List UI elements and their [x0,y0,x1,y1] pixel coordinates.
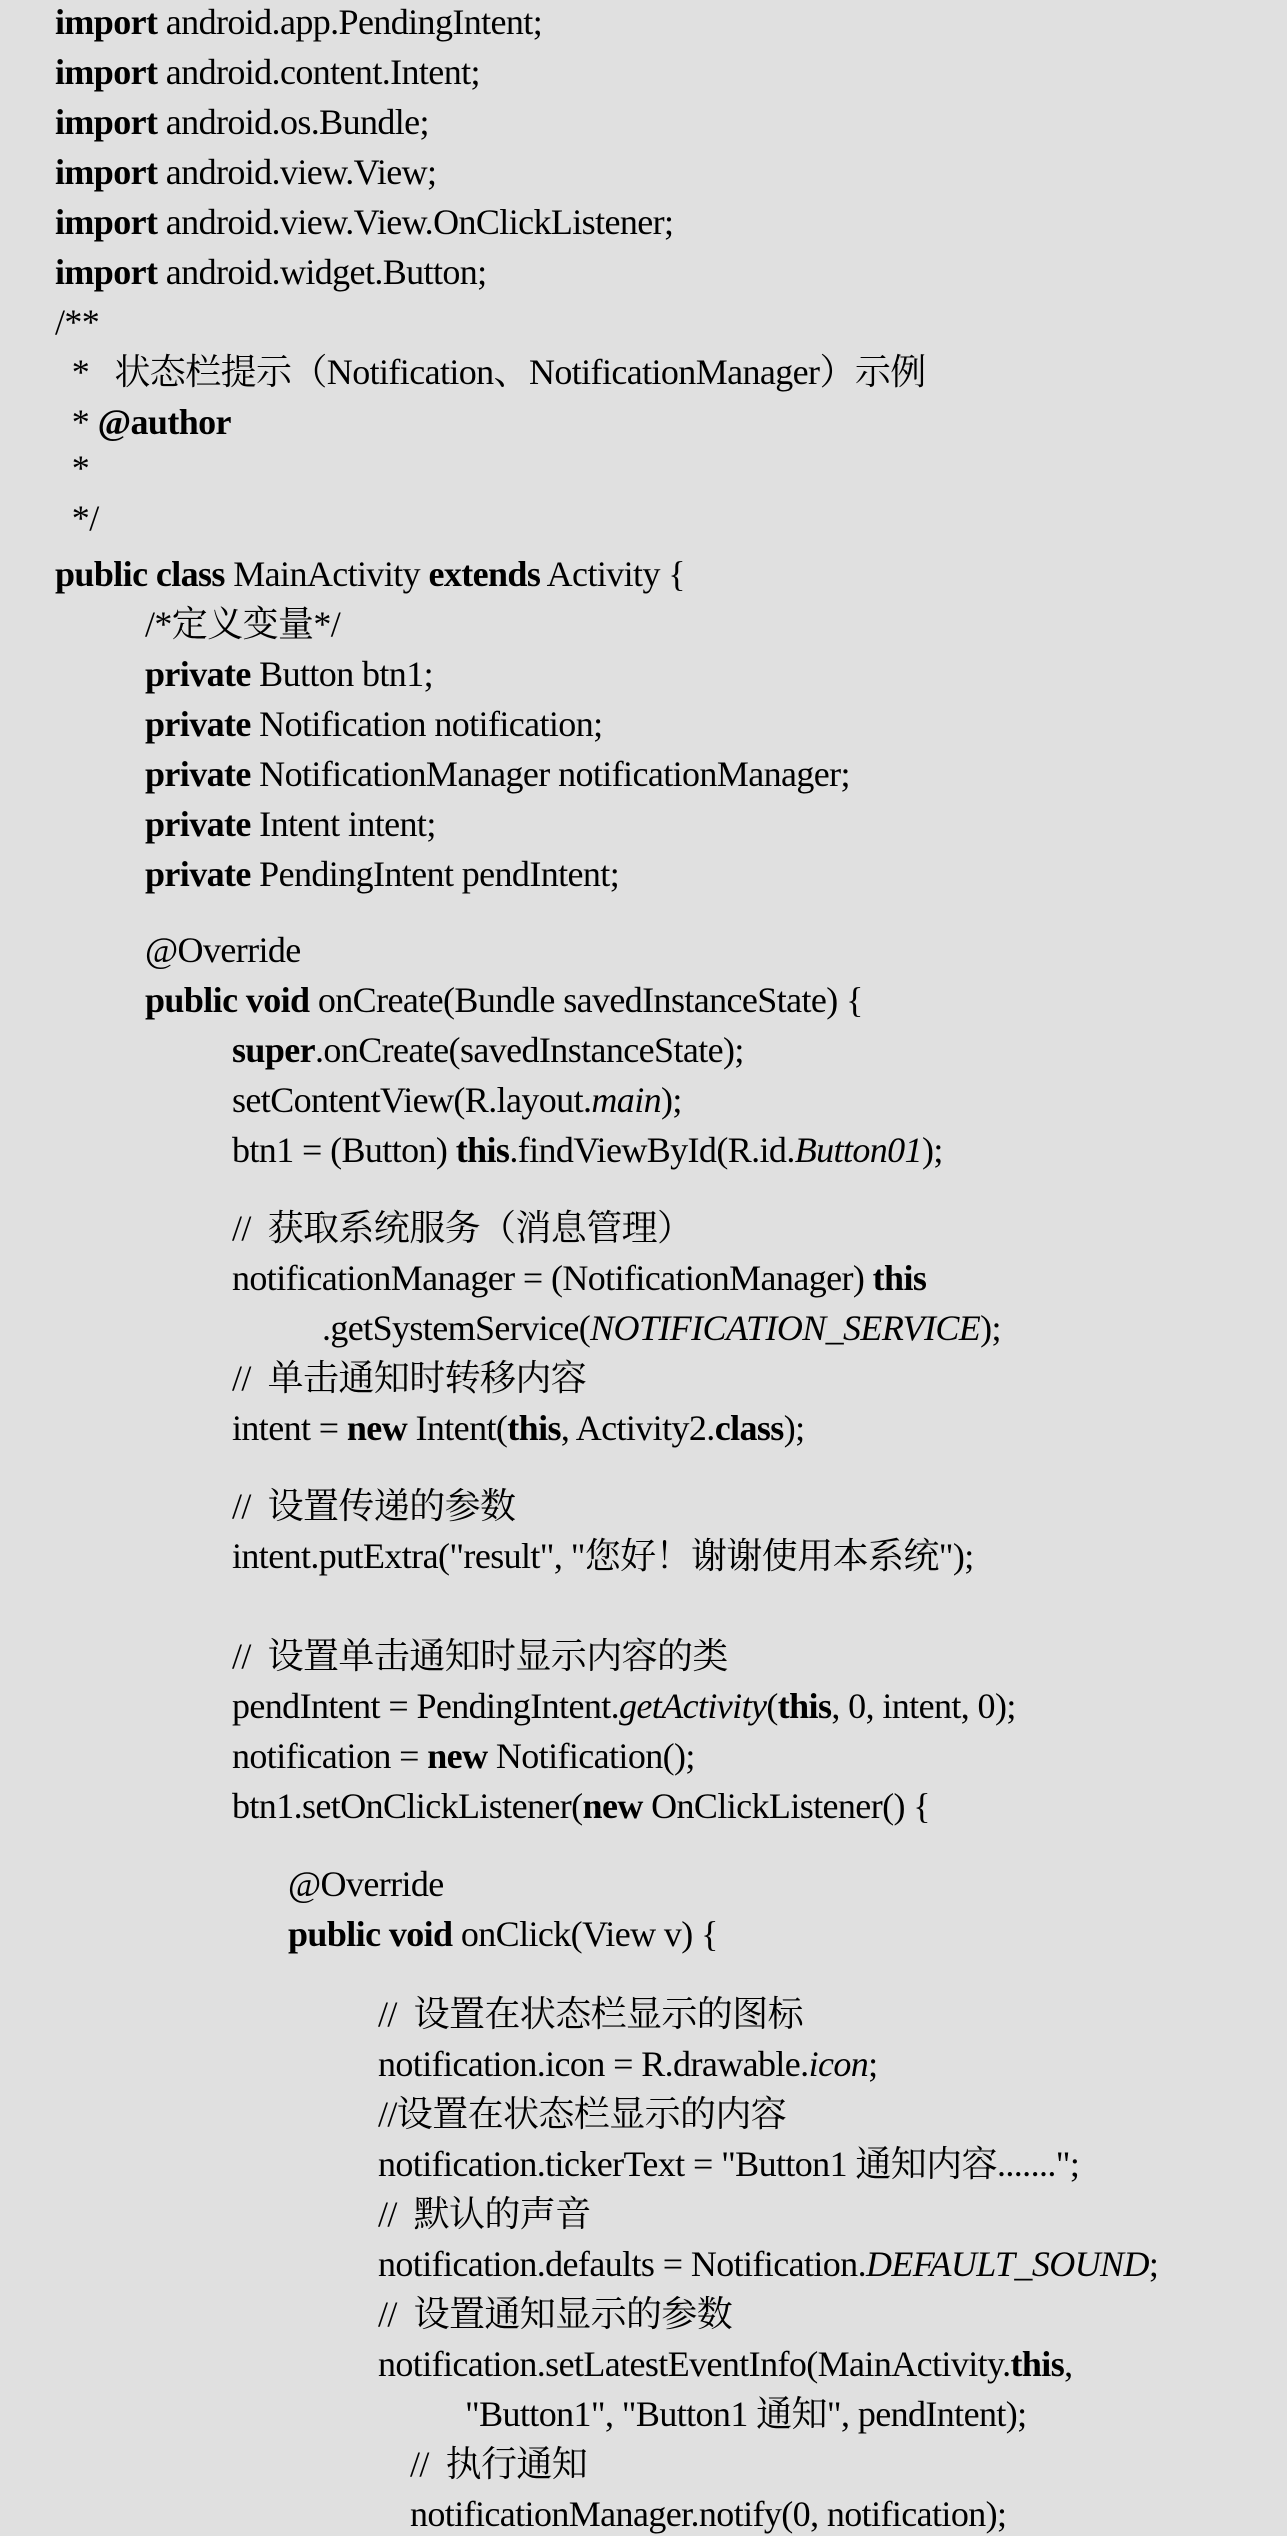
code-line [55,200,673,244]
code-text: btn1.setOnClickListener( [232,1786,583,1826]
keyword: private [145,804,251,844]
code-line [232,1784,930,1828]
code-line [378,2292,732,2336]
keyword: new [346,1408,408,1448]
code-line [410,2442,587,2486]
code-line [145,702,603,746]
code-line [232,1406,805,1450]
italic-identifier: main [591,1080,661,1120]
code-text: Intent( [407,1408,508,1448]
code-line [145,602,340,646]
code-text: @Override [288,1864,444,1904]
code-text: android.os.Bundle; [157,102,429,142]
code-text: // 设置传递的参数 [232,1486,516,1526]
italic-identifier: getActivity [619,1686,767,1726]
keyword: super [232,1030,316,1070]
keyword: extends [428,554,541,594]
keyword: this [455,1130,510,1170]
code-text: android.widget.Button; [157,252,487,292]
code-text: , 0, intent, 0); [831,1686,1016,1726]
code-line [55,100,429,144]
code-text: pendIntent = PendingIntent. [232,1686,620,1726]
code-text: // 获取系统服务（消息管理） [232,1208,693,1248]
code-line [55,496,99,540]
code-line [55,0,542,44]
code-text: android.view.View.OnClickListener; [157,202,674,242]
code-line [322,1306,1001,1350]
code-line [232,1684,1016,1728]
code-text: , [1064,2344,1073,2384]
keyword: new [582,1786,643,1826]
code-text: android.view.View; [157,152,437,192]
code-line [378,2042,878,2086]
code-text: ); [783,1408,805,1448]
code-text: android.app.PendingIntent; [157,2,543,42]
code-text: // 设置在状态栏显示的图标 [378,1994,804,2034]
code-line [378,2092,786,2136]
code-text: notification = [232,1736,428,1776]
code-text: , Activity2. [560,1408,715,1448]
code-text: // 设置通知显示的参数 [378,2294,733,2334]
code-text: notificationManager.notify(0, notification); [410,2494,1007,2534]
keyword: public class [55,554,225,594]
code-text: android.content.Intent; [157,52,480,92]
code-line [232,1078,682,1122]
code-text: Notification notification; [250,704,603,744]
code-line [232,1028,744,1072]
keyword: new [427,1736,488,1776]
keyword: private [145,704,251,744]
code-line [288,1862,444,1906]
keyword: import [55,152,158,192]
keyword: public void [288,1914,453,1954]
code-text: .onCreate(savedInstanceState); [315,1030,744,1070]
code-text: notificationManager = (NotificationManager) [232,1258,873,1298]
code-line [145,978,863,1022]
keyword: @author [97,402,231,442]
keyword: this [872,1258,927,1298]
italic-identifier: DEFAULT_SOUND [865,2244,1149,2284]
code-text: MainActivity [224,554,429,594]
keyword: import [55,102,158,142]
code-line [232,1256,926,1300]
code-line [232,1634,728,1678]
code-text: ( [766,1686,778,1726]
code-text: ; [868,2044,878,2084]
code-line [378,2342,1073,2386]
code-line [145,652,433,696]
code-text: notification.defaults = Notification. [378,2244,866,2284]
code-line [55,50,480,94]
code-line [465,2392,1027,2436]
keyword: public void [145,980,310,1020]
keyword: import [55,202,158,242]
italic-identifier: NOTIFICATION_SERVICE [590,1308,981,1348]
code-text: onCreate(Bundle savedInstanceState) { [309,980,863,1020]
italic-identifier: icon [808,2044,869,2084]
code-line [288,1912,718,1956]
code-text: ); [980,1308,1001,1348]
code-line [232,1356,586,1400]
code-text: // 设置单击通知时显示内容的类 [232,1636,728,1676]
code-text: * [55,402,98,442]
code-line [55,150,436,194]
code-text: Button btn1; [250,654,434,694]
code-text: ); [921,1130,943,1170]
code-text: //设置在状态栏显示的内容 [378,2094,787,2134]
code-text: * [55,448,90,488]
code-text: ; [1148,2244,1159,2284]
keyword: class [714,1408,784,1448]
keyword: private [145,854,251,894]
code-text: "Button1", "Button1 通知", pendIntent); [465,2394,1027,2434]
keyword: import [55,2,158,42]
code-line [145,752,850,796]
code-line [145,928,301,972]
keyword: import [55,52,158,92]
code-line [55,300,99,344]
keyword: import [55,252,158,292]
code-line [55,250,487,294]
code-text: // 执行通知 [410,2444,588,2484]
code-text: NotificationManager notificationManager; [250,754,850,794]
code-line [410,2492,1006,2536]
code-text: .getSystemService( [322,1308,591,1348]
code-text: * 状态栏提示（Notification、NotificationManager）示例 [55,352,926,392]
keyword: this [777,1686,832,1726]
code-text: PendingIntent pendIntent; [250,854,620,894]
code-line [55,350,926,394]
code-text: intent = [232,1408,347,1448]
code-text: notification.setLatestEventInfo(MainActivity. [378,2344,1011,2384]
code-text: OnClickListener() { [642,1786,930,1826]
keyword: private [145,754,251,794]
italic-identifier: Button01 [794,1130,922,1170]
code-text: intent.putExtra("result", "您好！谢谢使用本系统"); [232,1536,974,1576]
code-line [378,1992,803,2036]
code-text: notification.tickerText = "Button1 通知内容......."; [378,2144,1080,2184]
code-line [55,552,685,596]
code-line [55,446,89,490]
code-text: /** [55,302,100,342]
code-line [232,1128,943,1172]
code-text: Activity { [540,554,685,594]
code-text: // 默认的声音 [378,2194,591,2234]
code-text: /*定义变量*/ [145,604,341,644]
code-text: // 单击通知时转移内容 [232,1358,587,1398]
code-text: ); [661,1080,682,1120]
keyword: private [145,654,251,694]
code-text: onClick(View v) { [452,1914,718,1954]
code-text: btn1 = (Button) [232,1130,456,1170]
code-line [232,1734,695,1778]
code-text: Notification(); [487,1736,695,1776]
code-text: setContentView(R.layout. [232,1080,592,1120]
code-line [232,1484,515,1528]
code-line [378,2192,591,2236]
keyword: this [507,1408,561,1448]
code-line [378,2242,1158,2286]
code-text: */ [55,498,99,538]
code-text: @Override [145,930,301,970]
code-text: Intent intent; [250,804,436,844]
code-line [145,802,436,846]
code-line [55,400,231,444]
code-text: .findViewById(R.id. [509,1130,795,1170]
code-line [378,2142,1079,2186]
code-text: notification.icon = R.drawable. [378,2044,809,2084]
code-line [145,852,619,896]
code-line [232,1206,692,1250]
keyword: this [1010,2344,1065,2384]
code-line [232,1534,974,1578]
